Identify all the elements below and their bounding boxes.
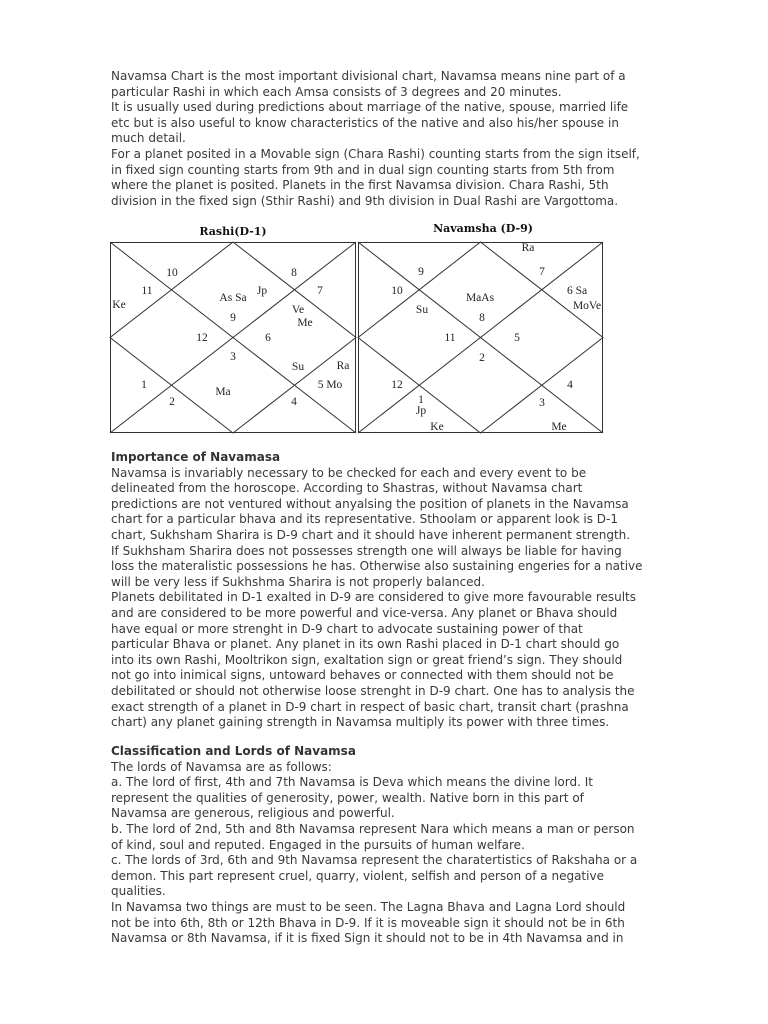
text-line: have equal or more strenght in D-9 chart to advocate sustaining power of that (111, 621, 583, 636)
house-label: Me (551, 421, 567, 433)
text-line: loss the materalistic possessions he has. Otherwise also sustaining engeries for a native (111, 559, 643, 574)
house-label: 1 (141, 379, 147, 391)
text-line: predictions are not ventured without anyalsing the position of planets in the Navamsa (111, 496, 629, 511)
house-label: 10 (166, 267, 178, 279)
importance-section (111, 450, 643, 731)
house-label: Ke (112, 299, 126, 311)
text-line: particular Rashi in which each Amsa consists of 3 degrees and 20 minutes. (111, 84, 562, 99)
house-label: 4 (291, 396, 297, 408)
text-line: represent the qualities of generosity, power, wealth. Native born in this part of (111, 790, 584, 805)
house-label: 11 (141, 285, 153, 297)
text-line: will be very less if Sukhshma Sharira is not properly balanced. (111, 574, 485, 589)
intro-paragraph (111, 69, 640, 209)
text-line: The lords of Navamsa are as follows: (111, 759, 332, 774)
text-line: etc but is also useful to know characteristics of the native and also his/her spouse in (111, 115, 619, 130)
house-label: 12 (196, 332, 208, 344)
house-label: 8 (291, 267, 297, 279)
house-label: MaAs (465, 292, 495, 304)
house-label: 11 (444, 332, 456, 344)
classification-section (111, 744, 637, 947)
house-label: 6 (265, 332, 271, 344)
text-line: particular Bhava or planet. Any planet in its own Rashi placed in D-1 chart should go (111, 637, 620, 652)
house-label: 3 (230, 351, 236, 363)
text-line: Planets debilitated in D-1 exalted in D-9 are considered to give more favourable results (111, 590, 637, 605)
house-label: Ra (521, 242, 535, 254)
house-label: 8 (479, 312, 485, 324)
text-line: into its own Rashi, Mooltrikon sign, exaltation sign or great friend’s sign. They should (111, 652, 623, 667)
house-label: 5 (514, 332, 520, 344)
text-line: debilitated or should not otherwise loose strenght in D-9 chart. One has to analysis the (111, 683, 635, 698)
text-line: c. The lords of 3rd, 6th and 9th Navamsa represent the charatertistics of Rakshaha or a (111, 853, 638, 868)
text-line: Navamsa Chart is the most important divisional chart, Navamsa means nine part of a (111, 69, 626, 83)
house-label: 4 (567, 379, 573, 391)
house-label: 9 (418, 266, 424, 278)
house-label: 2 (169, 396, 175, 408)
text-line: in fixed sign counting starts from 9th and in dual sign counting starts from 5th from (111, 162, 615, 177)
text-line: qualities. (111, 884, 166, 899)
navamsha-chart-title: Navamsha (D-9) (433, 222, 533, 235)
text-line: division in the fixed sign (Sthir Rashi) and 9th division in Dual Rashi are Vargottoma. (111, 193, 619, 208)
house-label: Ma (215, 386, 231, 398)
text-line: b. The lord of 2nd, 5th and 8th Navamsa represent Nara which means a man or person (111, 821, 635, 836)
house-label: 5 Mo (317, 379, 343, 391)
house-label: Ke (430, 421, 444, 433)
text-line: Navamsa or 8th Navamsa, if it is fixed Sign it should not to be in 4th Navamsa and in (111, 931, 624, 946)
rashi-chart-title: Rashi(D-1) (199, 225, 267, 238)
text-line: If Sukhsham Sharira does not possesses strength one will always be liable for having (111, 543, 622, 558)
text-line: Navamsa are generous, religious and powerful. (111, 806, 395, 821)
importance-heading: Importance of Navamasa (111, 450, 281, 464)
house-label: Su (415, 304, 429, 316)
house-label: 7 (317, 285, 323, 297)
text-line: chart for a particular bhava and its representative. Sthoolam or apparent look is D-1 (111, 512, 618, 527)
house-label: 3 (539, 397, 545, 409)
house-label: MoVe (572, 300, 602, 312)
text-line: not be into 6th, 8th or 12th Bhava in D-9. If it is moveable sign it should not be in 6th (111, 915, 625, 930)
text-line: and are considered to be more powerful and vice-versa. Any planet or Bhava should (111, 605, 618, 620)
house-label: 9 (230, 312, 236, 324)
house-label: Su (291, 361, 305, 373)
house-label: Me (297, 317, 313, 329)
house-label: 6 Sa (566, 285, 588, 297)
text-line: where the planet is posited. Planets in the first Navamsa division. Chara Rashi, 5th (111, 178, 609, 193)
house-label: 12 (391, 379, 403, 391)
text-line: of kind, soul and reputed. Engaged in the pursuits of human welfare. (111, 837, 525, 852)
house-label: Ra (336, 360, 350, 372)
house-label: 1 (418, 394, 424, 406)
text-line: In Navamsa two things are must to be seen. The Lagna Bhava and Lagna Lord should (111, 899, 626, 914)
text-line: delineated from the horoscope. According to Shastras, without Navamsa chart (111, 481, 583, 496)
text-line: chart) any planet gaining strength in Navamsa multiply its power with three times. (111, 715, 610, 730)
house-label: 7 (539, 266, 545, 278)
classification-heading: Classification and Lords of Navamsa (111, 744, 356, 758)
house-label: 2 (479, 352, 485, 364)
text-line: much detail. (111, 131, 186, 146)
rashi-chart (110, 242, 356, 433)
text-line: a. The lord of first, 4th and 7th Navamsa is Deva which means the divine lord. It (111, 775, 593, 790)
house-label: Jp (256, 285, 268, 297)
text-line: For a planet posited in a Movable sign (Chara Rashi) counting starts from the sign itself, (111, 146, 640, 161)
text-line: exact strength of a planet in D-9 chart in respect of basic chart, transit chart (prashna (111, 699, 629, 714)
house-label: Jp (415, 405, 427, 417)
text-line: chart, Sukhsham Sharira is D-9 chart and it should have inherent permanent strength. (111, 527, 631, 542)
text-line: It is usually used during predictions about marriage of the native, spouse, married life (111, 100, 629, 115)
house-label: 10 (391, 285, 403, 297)
text-line: not go into inimical signs, untoward behaves or connected with them should not be (111, 668, 614, 683)
house-label: As Sa (219, 292, 247, 304)
navamsha-chart (358, 242, 603, 433)
text-line: Navamsa is invariably necessary to be checked for each and every event to be (111, 465, 587, 480)
house-label: Ve (291, 304, 305, 316)
text-line: demon. This part represent cruel, quarry, violent, selfish and person of a negative (111, 868, 604, 883)
